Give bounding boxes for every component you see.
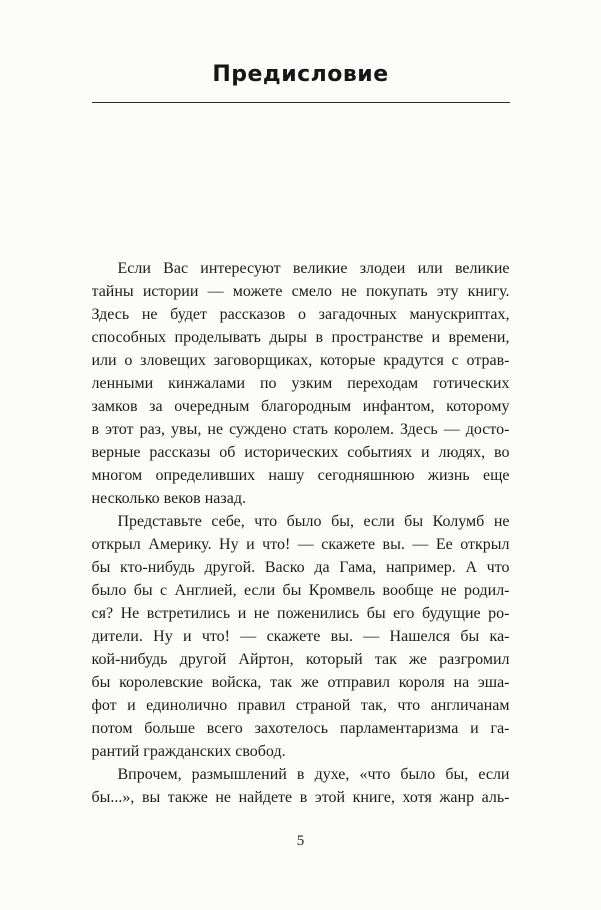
text-line: способных проделывать дыры в пространстве и времени,	[91, 329, 510, 346]
text-line: было бы с Англией, если бы Кромвель вообще не родил-	[91, 582, 510, 599]
text-line: замков за очередным благородным инфантом, которому	[91, 398, 510, 415]
page-number: 5	[296, 833, 305, 849]
chapter-heading: Предисловие	[212, 62, 389, 87]
heading-rule	[92, 102, 510, 103]
text-line: ся? Не встретились и не поженились бы его будущие ро-	[91, 605, 510, 622]
text-line: Представьте себе, что было бы, если бы Колумб не	[117, 513, 510, 530]
text-line: рантий гражданских свобод.	[91, 743, 286, 760]
text-line: в этот раз, увы, не суждено стать королем. Здесь — досто-	[91, 421, 510, 438]
text-line: бы королевские войска, так же отправил короля на эша-	[91, 674, 510, 691]
text-line: многом определивших нашу сегодняшнюю жизнь еще	[91, 467, 510, 484]
text-line: бы...», вы также не найдете в этой книге, хотя жанр аль-	[91, 789, 510, 806]
text-line: тайны истории — можете смело не покупать эту книгу.	[91, 283, 510, 300]
text-line: потом больше всего захотелось парламентаризма и га-	[91, 720, 510, 737]
text-line: Если Вас интересуют великие злодеи или великие	[117, 260, 510, 277]
text-line: верные рассказы об исторических событиях и людях, во	[91, 444, 510, 461]
text-line: открыл Америку. Ну и что! — скажете вы. — Ее открыл	[91, 536, 510, 553]
text-line: или о зловещих заговорщиках, которые крадутся с отрав-	[91, 352, 510, 369]
body-text	[92, 257, 510, 809]
text-line: дители. Ну и что! — скажете вы. — Нашелся бы ка-	[91, 628, 510, 645]
page-column	[92, 60, 510, 850]
text-line: фот и единолично правил страной так, что англичанам	[91, 697, 510, 714]
text-line: Впрочем, размышлений в духе, «что было бы, если	[117, 766, 510, 783]
text-line: кой-нибудь другой Айртон, который так же разгромил	[91, 651, 510, 668]
text-line: Здесь не будет рассказов о загадочных манускриптах,	[91, 306, 510, 323]
text-line: ленными кинжалами по узким переходам готических	[91, 375, 510, 392]
text-line: бы кто-нибудь другой. Васко да Гама, например. А что	[91, 559, 510, 576]
text-line: несколько веков назад.	[91, 490, 246, 507]
